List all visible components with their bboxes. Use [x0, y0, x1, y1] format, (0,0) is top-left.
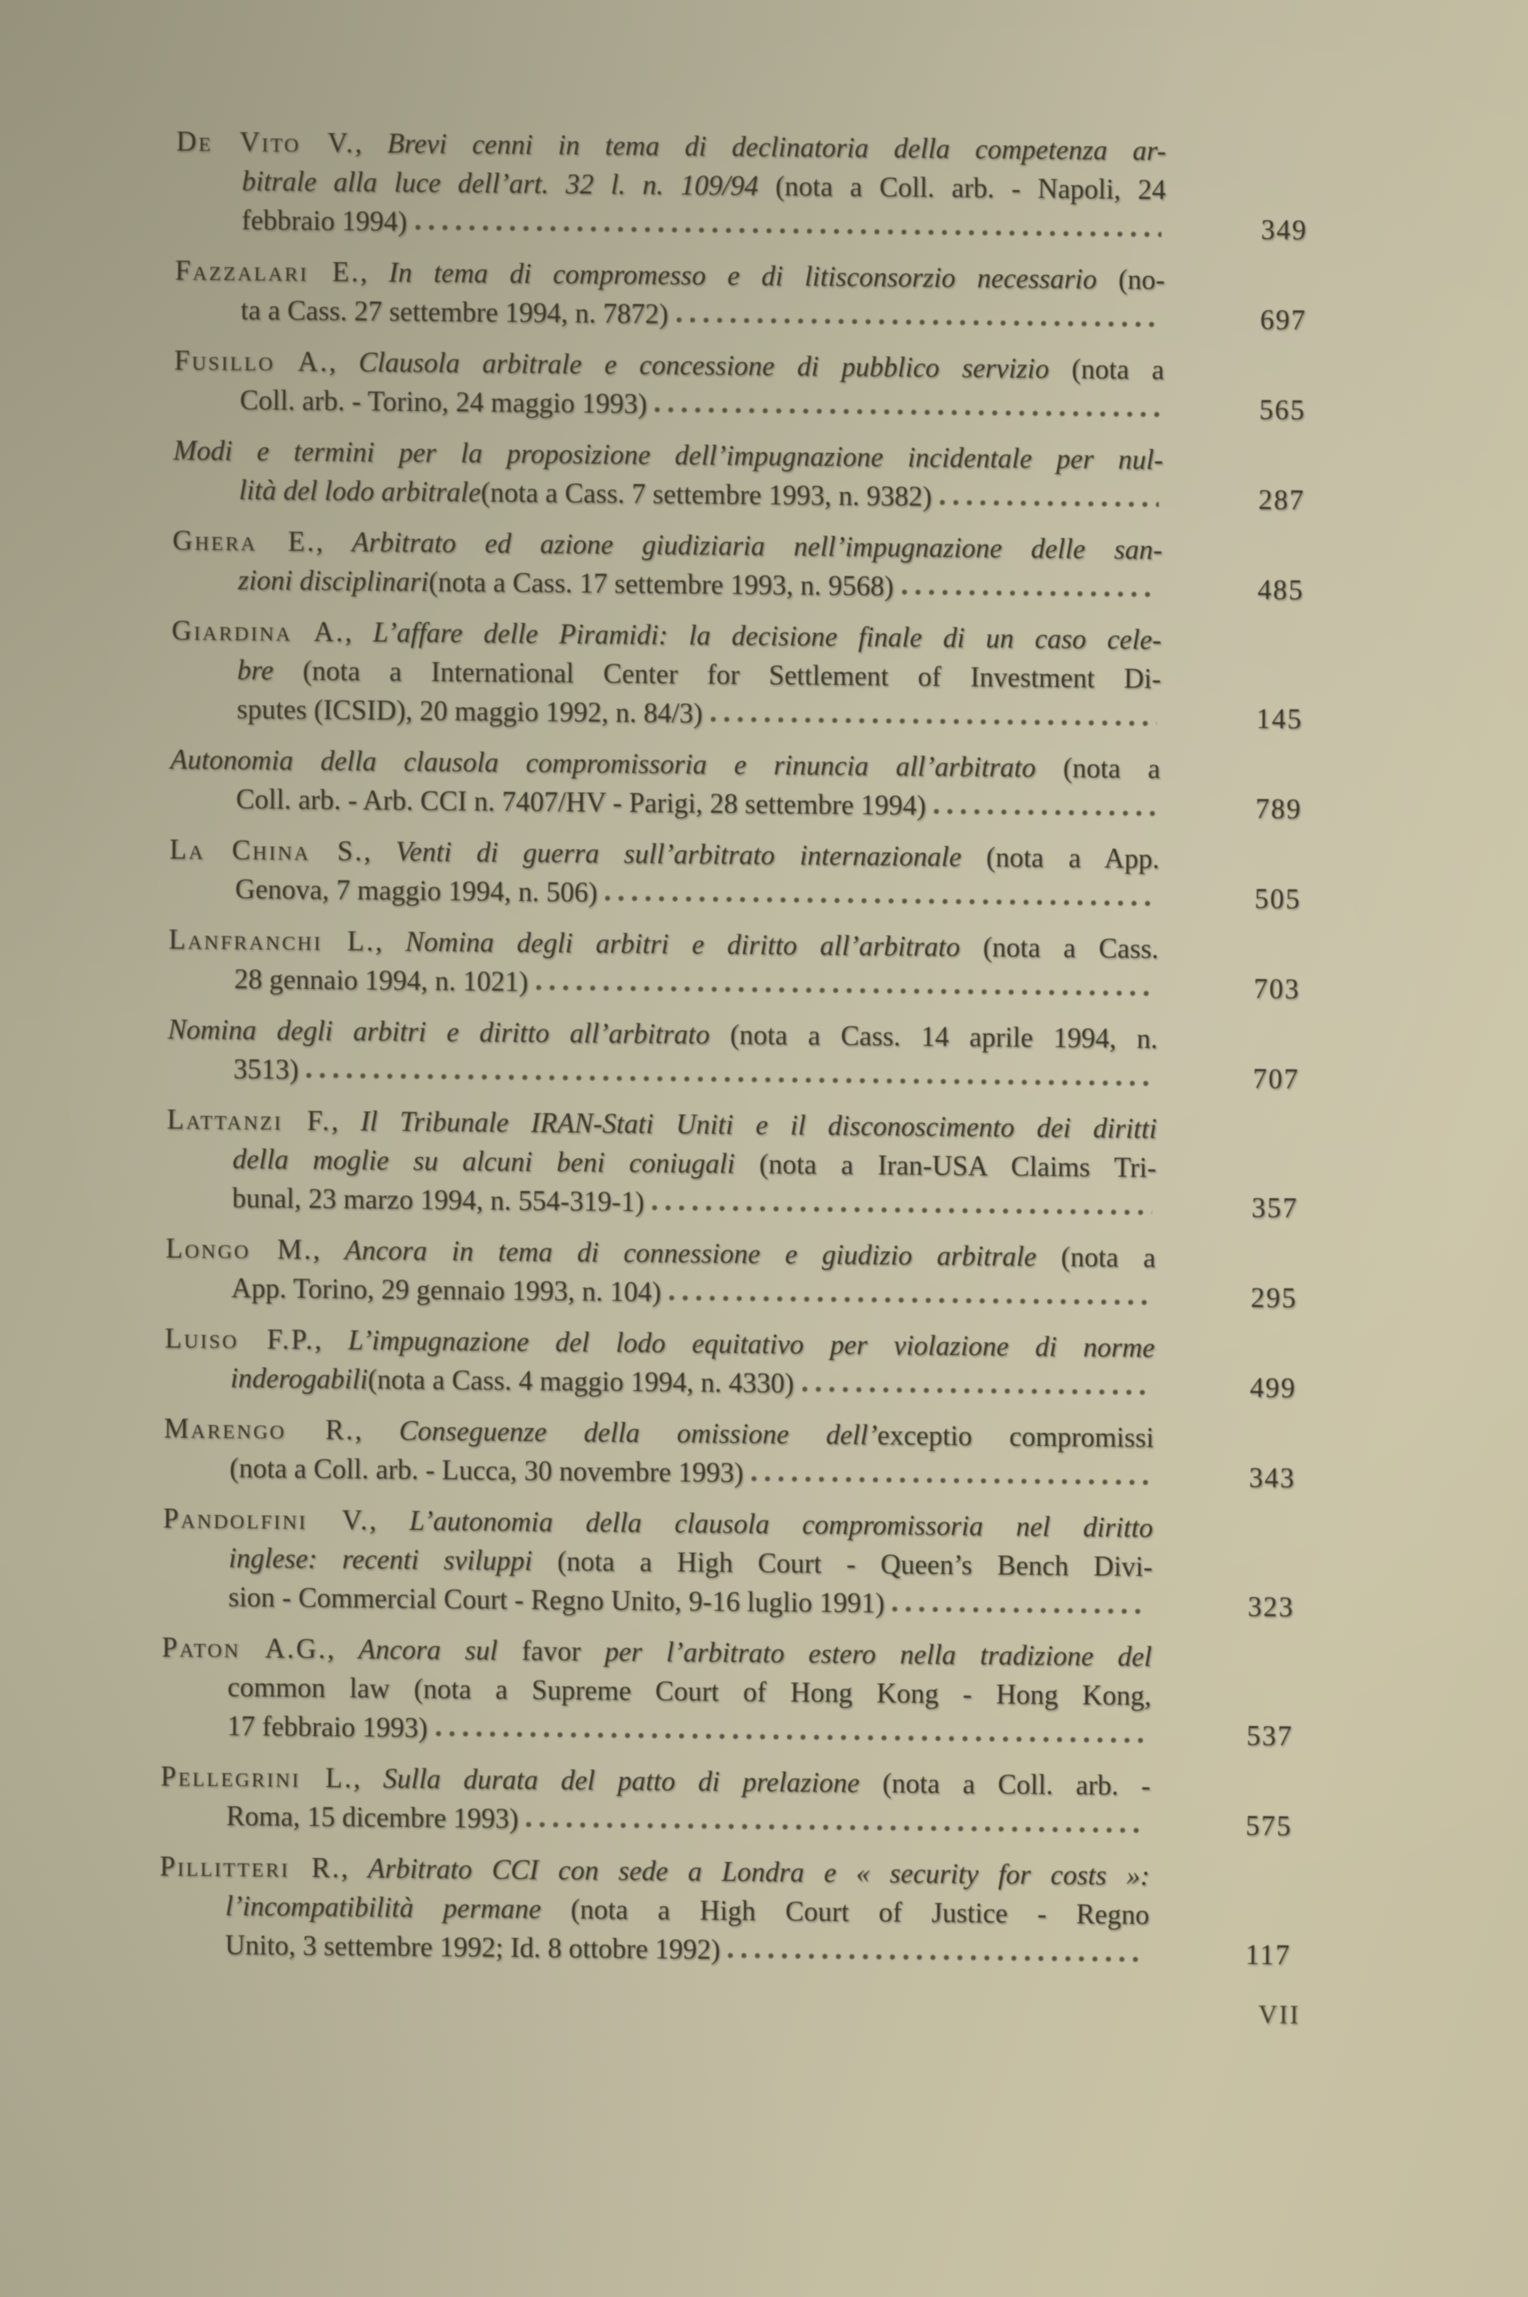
entry-text: (nota a Cass. 14 aprile 1994, n.: [709, 1019, 1158, 1056]
entry-page-number: 505: [1254, 883, 1302, 916]
entry-page-number: 323: [1247, 1591, 1295, 1624]
entry-title: L’affare delle Piramidi: la decisione finale di un caso cele-: [372, 617, 1162, 657]
entry-text: ,: [314, 1324, 349, 1357]
dot-leader: [536, 984, 1154, 997]
toc-entry: [173, 432, 1306, 521]
entry-page-number: 357: [1251, 1192, 1299, 1225]
entry-text: 28 gennaio 1994, n. 1021): [234, 964, 529, 999]
toc-entry: [160, 1758, 1293, 1847]
entry-text: Coll. arb. - Torino, 24 maggio 1993): [239, 385, 648, 421]
entry-title: Ancora sul: [358, 1634, 522, 1667]
entry-page-number: 789: [1255, 793, 1303, 826]
entry-text: (nota a High Court of Justice - Regno: [540, 1894, 1150, 1932]
page-folio: VII: [1258, 2000, 1301, 2030]
entry-text: (nota a International Center for Settlement of Investment Di-: [273, 655, 1162, 696]
dot-leader: [605, 895, 1155, 907]
dot-leader: [802, 1386, 1150, 1396]
entry-text: ,: [340, 1853, 368, 1885]
entry-text: exceptio compromissi: [877, 1420, 1155, 1455]
dot-leader: [751, 1475, 1149, 1486]
entry-text: ,: [354, 128, 388, 160]
entry-author: Giardina A.: [171, 615, 346, 649]
entry-text: ,: [331, 1106, 361, 1138]
entry-title: Sulla durata del patto di prelazione: [382, 1763, 860, 1800]
toc-entry: [165, 1230, 1298, 1319]
entry-page-number: 117: [1245, 1939, 1292, 1972]
toc-entry-list: [159, 123, 1309, 1976]
entry-title: bitrale alla luce dell’art. 32 l. n. 109/94: [241, 166, 759, 203]
entry-page-number: 295: [1250, 1282, 1298, 1315]
entry-author: Pillitteri R.: [159, 1851, 342, 1885]
entry-text: Coll. arb. - Arb. CCI n. 7407/HV - Parigi, 28 settembre 1994): [235, 784, 927, 822]
entry-title: Ancora in tema di connessione e giudizio arbitrale: [344, 1235, 1037, 1273]
dot-leader: [902, 589, 1158, 598]
toc-entry: [159, 1848, 1292, 1976]
entry-title: Nomina degli arbitri e diritto all’arbitrato: [167, 1014, 710, 1051]
entry-title: L’impugnazione del lodo equitativo per violazione di norme: [347, 1325, 1155, 1365]
entry-text: ,: [363, 836, 396, 868]
dot-leader: [934, 808, 1156, 817]
entry-text: 3513): [233, 1054, 299, 1086]
entry-page-number: 287: [1258, 485, 1306, 517]
entry-text: common law (nota a Supreme Court of Hong Kong - Hong Kong,: [227, 1672, 1152, 1713]
entry-author: Marengo R.: [163, 1413, 356, 1447]
entry-author: De Vito V.: [176, 126, 356, 160]
entry-text: (nota a Cass. 17 settembre 1993, n. 9568): [428, 567, 894, 603]
entry-author: Lattanzi F.: [166, 1104, 332, 1138]
toc-entry: [167, 1011, 1300, 1100]
entry-page-number: 697: [1259, 305, 1307, 337]
entry-text: (nota a Coll. arb. - Napoli, 24: [758, 171, 1166, 207]
dot-leader: [711, 716, 1157, 727]
entry-page-number: 485: [1257, 575, 1305, 607]
entry-page-number: 575: [1245, 1810, 1293, 1843]
entry-title: lità del lodo arbitrale: [238, 475, 481, 509]
entry-text: (nota a: [1048, 353, 1165, 387]
entry-text: (nota a Iran-USA Claims Tri-: [734, 1149, 1157, 1185]
dot-leader: [940, 499, 1159, 508]
entry-text: bunal, 23 marzo 1994, n. 554-319-1): [231, 1183, 645, 1219]
entry-text: sion - Commercial Court - Regno Unito, 9-16 luglio 1991): [228, 1582, 885, 1620]
toc-entry: [161, 1629, 1294, 1757]
dot-leader: [526, 1821, 1146, 1834]
entry-page-number: 703: [1253, 973, 1301, 1006]
entry-title: In tema di compromesso e di litisconsorzio necessario: [388, 257, 1097, 296]
entry-text: favor: [521, 1635, 581, 1668]
entry-title: Modi e termini per la proposizione dell’impugnazione incidentale per nul-: [173, 435, 1164, 477]
entry-title: della moglie su alcuni beni coniugali: [232, 1144, 736, 1181]
dot-leader: [436, 1730, 1147, 1744]
entry-text: febbraio 1994): [241, 205, 408, 238]
toc-entry: [164, 1320, 1297, 1409]
entry-title: L’autonomia della clausola compromissoria nel diritto: [409, 1505, 1154, 1545]
entry-author: Luiso F.P.: [164, 1323, 315, 1356]
entry-text: (nota a App.: [961, 842, 1160, 876]
toc-entry: [163, 1410, 1296, 1499]
entry-text: 17 febbraio 1993): [226, 1711, 428, 1745]
entry-author: Lanfranchi L.: [168, 924, 376, 958]
entry-text: ,: [344, 617, 374, 649]
dot-leader: [676, 316, 1160, 328]
entry-title: Nomina degli arbitri e diritto all’arbitrato: [405, 926, 961, 964]
entry-text: ,: [375, 926, 406, 958]
toc-entry: [174, 342, 1307, 431]
entry-author: Fazzalari E.: [174, 255, 361, 289]
entry-text: (nota a Cass.: [959, 932, 1159, 966]
entry-text: ,: [354, 1415, 400, 1447]
entry-text: (nota a: [1036, 1241, 1156, 1275]
entry-page-number: 565: [1259, 395, 1306, 427]
entry-text: ta a Cass. 27 settembre 1994, n. 7872): [240, 295, 669, 331]
entry-title: Arbitrato ed azione giudiziaria nell’impugnazione delle san-: [351, 527, 1163, 567]
dot-leader: [669, 1294, 1151, 1306]
entry-text: (no-: [1096, 264, 1166, 297]
toc-entry: [174, 252, 1307, 341]
entry-page-number: 499: [1249, 1372, 1297, 1405]
entry-text: (nota a Coll. arb. - Lucca, 30 novembre 1993): [229, 1453, 744, 1490]
entry-page-number: 537: [1246, 1720, 1294, 1753]
entry-title: per l’arbitrato estero nella tradizione del: [580, 1636, 1152, 1674]
toc-entry: [166, 1101, 1299, 1229]
entry-author: Pellegrini L.: [160, 1761, 354, 1795]
entry-text: ,: [312, 1234, 345, 1267]
entry-text: ,: [327, 1634, 359, 1666]
toc-page: [158, 123, 1309, 2084]
entry-text: App. Torino, 29 gennaio 1993, n. 104): [231, 1273, 662, 1309]
entry-author: Paton A.G.: [161, 1632, 328, 1666]
entry-author: Pandolfini V.: [162, 1503, 370, 1537]
entry-title: bre: [237, 655, 274, 687]
toc-entry: [168, 921, 1301, 1010]
dot-leader: [893, 1606, 1149, 1615]
entry-text: ,: [328, 347, 359, 379]
entry-text: ,: [315, 526, 352, 559]
entry-title: inglese: recenti sviluppi: [228, 1543, 533, 1578]
entry-text: (nota a Cass. 4 maggio 1994, n. 4330): [367, 1364, 795, 1400]
entry-title: l’incompatibilità permane: [225, 1891, 542, 1926]
entry-title: inderogabili: [230, 1363, 368, 1396]
entry-text: ,: [353, 1763, 384, 1795]
entry-page-number: 145: [1256, 704, 1303, 736]
entry-author: Fusillo A.: [174, 345, 330, 379]
toc-entry: [171, 612, 1304, 740]
entry-title: Arbitrato CCI con sede a Londra e « security for costs »:: [367, 1853, 1150, 1893]
entry-title: Autonomia della clausola compromissoria e rinuncia all’arbitrato: [170, 744, 1036, 784]
dot-leader: [728, 1952, 1145, 1963]
entry-text: Unito, 3 settembre 1992; Id. 8 ottobre 1992): [224, 1930, 721, 1966]
toc-entry: [172, 522, 1305, 611]
entry-title: zioni disciplinari: [237, 565, 429, 599]
entry-page-number: 707: [1252, 1063, 1300, 1096]
dot-leader: [655, 406, 1160, 418]
entry-page-number: 349: [1260, 215, 1308, 247]
dot-leader: [307, 1072, 1154, 1087]
entry-title: Venti di guerra sull’arbitrato internazionale: [395, 836, 962, 874]
entry-text: sputes (ICSID), 20 maggio 1992, n. 84/3): [236, 694, 703, 730]
entry-text: Roma, 15 dicembre 1993): [226, 1801, 519, 1835]
entry-text: ,: [369, 1505, 410, 1537]
entry-title: Il Tribunale IRAN-Stati Uniti e il disconoscimento dei diritti: [360, 1106, 1157, 1146]
dot-leader: [415, 224, 1161, 238]
entry-title: Conseguenze della omissione dell’: [398, 1415, 878, 1452]
toc-entry: [169, 831, 1302, 920]
entry-author: La China S.: [169, 834, 364, 868]
toc-entry: [170, 741, 1303, 830]
entry-text: (nota a High Court - Queen’s Bench Divi-: [532, 1546, 1153, 1584]
entry-text: (nota a: [1035, 752, 1161, 786]
entry-author: Ghera E.: [172, 525, 317, 558]
toc-entry: [175, 123, 1308, 251]
entry-text: ,: [360, 257, 389, 289]
dot-leader: [652, 1204, 1152, 1216]
entry-page-number: 343: [1248, 1462, 1296, 1495]
entry-text: Genova, 7 maggio 1994, n. 506): [234, 874, 598, 909]
entry-text: (nota a Cass. 7 settembre 1993, n. 9382): [480, 477, 932, 513]
entry-text: (nota a Coll. arb. -: [859, 1768, 1151, 1803]
entry-author: Longo M.: [165, 1233, 314, 1266]
toc-entry: [162, 1500, 1295, 1628]
entry-title: Clausola arbitrale e concessione di pubblico servizio: [358, 347, 1050, 385]
entry-title: Brevi cenni in tema di declinatoria della competenza ar-: [387, 128, 1167, 168]
